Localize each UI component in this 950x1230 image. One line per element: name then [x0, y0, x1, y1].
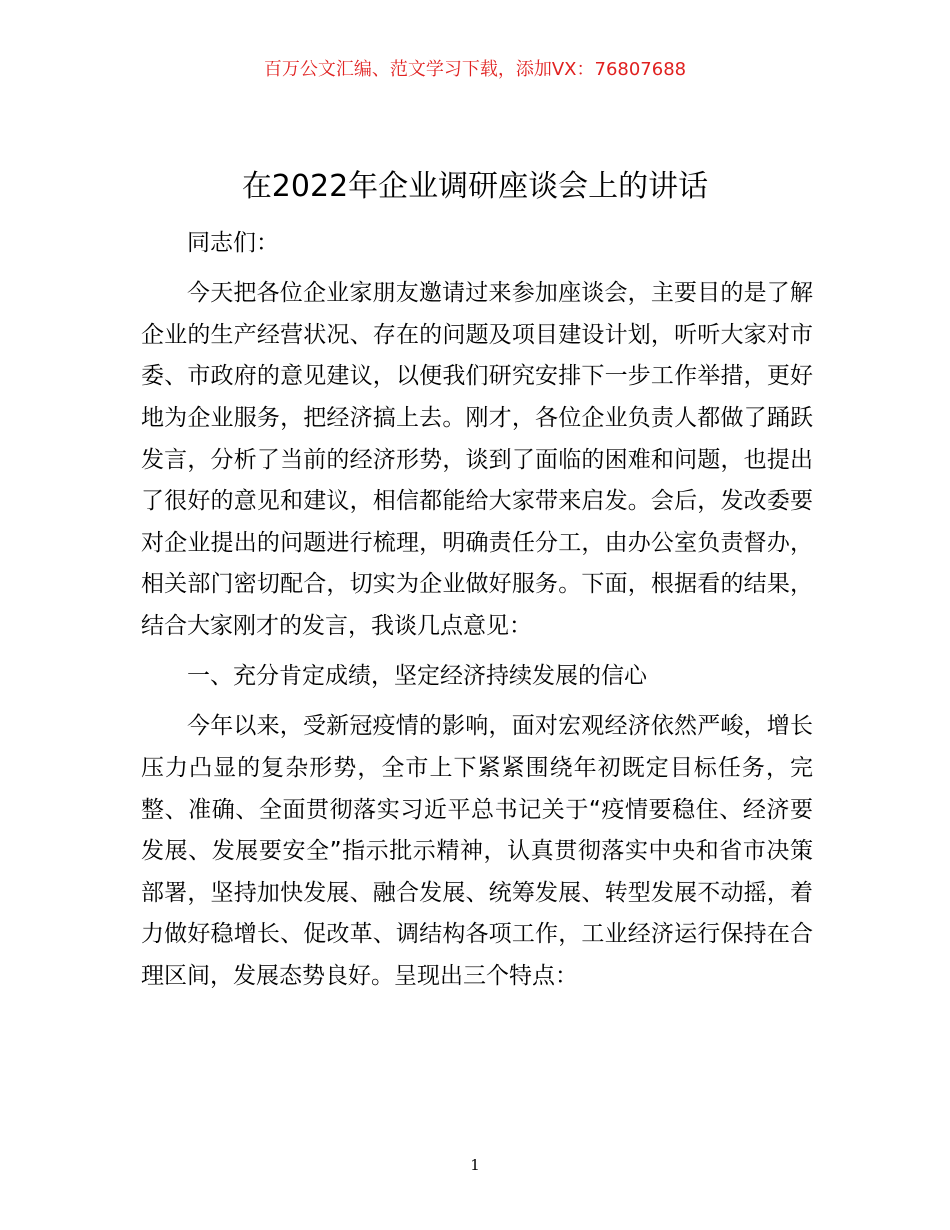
body-paragraph: 今天把各位企业家朋友邀请过来参加座谈会，主要目的是了解企业的生产经营状况、存在的问题及项目建设计划，听听大家对市委、市政府的意见建议，以便我们研究安排下一步工作举措，更好地为企业服务，把经济搞上去。刚才，各位企业负责人都做了踊跃发言，分析了当前的经济形势，谈到了面临的困难和问题，也提出了很好的意见和建议，相信都能给大家带来启发。会后，发改委要对企业提出的问题进行梳理，明确责任分工，由办公室负责督办，相关部门密切配合，切实为企业做好服务。下面，根据看的结果，结合大家刚才的发言，我谈几点意见： — [141, 280, 813, 639]
header-watermark: 百万公文汇编、范文学习下载，添加VX：76807688 — [263, 59, 687, 80]
salutation: 同志们： — [187, 230, 279, 256]
document-body — [141, 223, 813, 997]
section-heading: 一、充分肯定成绩，坚定经济持续发展的信心 — [187, 663, 647, 690]
page-number: 1 — [470, 1156, 480, 1174]
body-paragraph: 今年以来，受新冠疫情的影响，面对宏观经济依然严峻，增长压力凸显的复杂形势，全市上下紧紧围绕年初既定目标任务，完整、准确、全面贯彻落实习近平总书记关于“疫情要稳住、经济要发展、发展要安全”指示批示精神，认真贯彻落实中央和省市决策部署，坚持加快发展、融合发展、统筹发展、转型发展不动摇，着力做好稳增长、促改革、调结构各项工作，工业经济运行保持在合理区间，发展态势良好。呈现出三个特点： — [141, 713, 813, 989]
document-title: 在2022年企业调研座谈会上的讲话 — [241, 169, 709, 204]
